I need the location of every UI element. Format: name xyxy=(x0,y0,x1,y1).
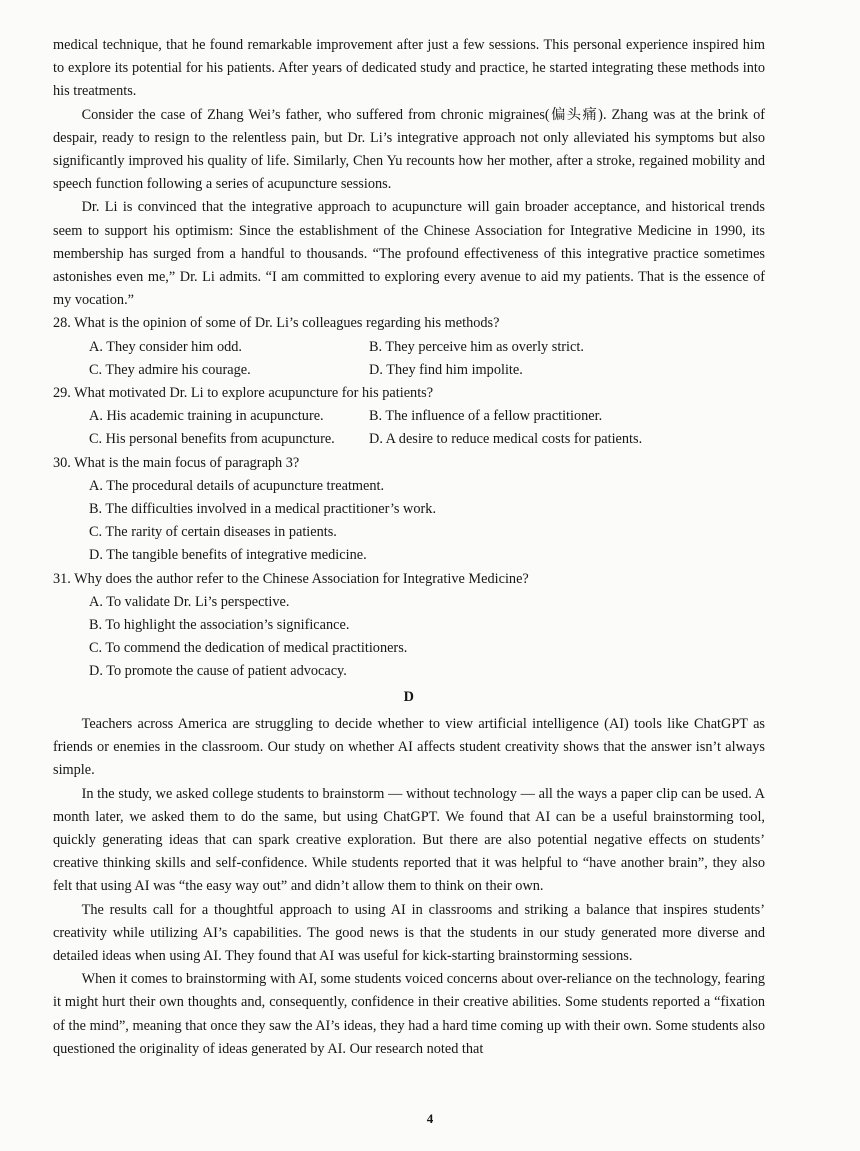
passage-d-paragraph-3: The results call for a thoughtful approach to using AI in classrooms and striking a balance that inspires students’ creativity while utilizing AI’s capabilities. The good news is that the students in our study generated more diverse and detailed ideas when using AI. They found that AI was useful for kick-starting brainstorming sessions. xyxy=(53,901,765,964)
passage-d xyxy=(53,686,765,1061)
option-a: A. The procedural details of acupuncture treatment. xyxy=(89,477,385,494)
question-28 xyxy=(53,312,765,382)
passage-c-paragraph-2: Consider the case of Zhang Wei’s father, who suffered from chronic migraines(偏头痛). Zhang was at the brink of despair, ready to resign to the relentless pain, but Dr. Li’s integrative approach not only alleviated his symptoms but also significantly improved his quality of life. Similarly, Chen Yu recounts how her mother, after a stroke, regained mobility and speech function following a series of acupuncture sessions. xyxy=(53,106,765,193)
passage-d-paragraph-1: Teachers across America are struggling to decide whether to view artificial intelligence (AI) tools like ChatGPT as friends or enemies in the classroom. Our study on whether AI affects student creativity shows that the answer isn’t always simple. xyxy=(53,715,765,779)
question-29 xyxy=(53,382,765,452)
option-b: B. The difficulties involved in a medical practitioner’s work. xyxy=(89,501,437,518)
option-d: D. A desire to reduce medical costs for patients. xyxy=(369,431,643,448)
option-b: B. To highlight the association’s significance. xyxy=(89,617,350,634)
option-c: C. They admire his courage. xyxy=(89,361,251,378)
option-b: B. The influence of a fellow practitioner. xyxy=(369,408,603,425)
option-c: C. To commend the dedication of medical practitioners. xyxy=(89,640,408,657)
option-d: D. To promote the cause of patient advocacy. xyxy=(89,663,347,680)
question-stem: 30. What is the main focus of paragraph 3? xyxy=(53,454,300,471)
option-d: D. They find him impolite. xyxy=(369,361,523,378)
page-content xyxy=(53,34,765,1061)
section-title: D xyxy=(403,688,415,705)
option-a: A. They consider him odd. xyxy=(89,338,243,355)
option-c: C. The rarity of certain diseases in patients. xyxy=(89,524,337,541)
options-grid xyxy=(53,405,765,451)
passage-c-paragraph-3: Dr. Li is convinced that the integrative approach to acupuncture will gain broader acceptance, and historical trends seem to support his optimism: Since the establishment of the Chinese Association for Integrative Medicine in 1990, its membership has surged from a handful to thousands. “The profound effectiveness of this integrative practice sometimes astonishes even me,” Dr. Li admits. “I am committed to exploring every avenue to aid my patients. That is the essence of my vocation.” xyxy=(53,199,765,309)
passage-d-paragraph-4: When it comes to brainstorming with AI, some students voiced concerns about over-reliance on the technology, fearing it might hurt their own thoughts and, consequently, confidence in their creative abilities. Some students reported a “fixation of the mind”, meaning that once they saw the AI’s ideas, they had a hard time coming up with their own. Some students also questioned the originality of ideas generated by AI. Our research noted that xyxy=(53,971,765,1057)
question-stem: 31. Why does the author refer to the Chinese Association for Integrative Medicine? xyxy=(53,570,529,587)
question-stem: 28. What is the opinion of some of Dr. Li’s colleagues regarding his methods? xyxy=(53,315,500,332)
option-b: B. They perceive him as overly strict. xyxy=(369,338,584,355)
option-c: C. His personal benefits from acupuncture. xyxy=(89,431,335,448)
options-grid xyxy=(53,336,765,382)
option-a: A. His academic training in acupuncture. xyxy=(89,408,324,425)
option-d: D. The tangible benefits of integrative medicine. xyxy=(89,547,367,564)
option-a: A. To validate Dr. Li’s perspective. xyxy=(89,593,290,610)
page-number: 4 xyxy=(426,1111,434,1126)
passage-c-paragraph-1: medical technique, that he found remarkable improvement after just a few sessions. This personal experience inspired him to explore its potential for his patients. After years of dedicated study and practice, he started integrating these methods into his treatments. xyxy=(53,37,765,100)
question-30 xyxy=(53,452,765,568)
question-stem: 29. What motivated Dr. Li to explore acupuncture for his patients? xyxy=(53,385,434,402)
question-31 xyxy=(53,568,765,684)
passage-d-paragraph-2: In the study, we asked college students to brainstorm — without technology — all the ways a paper clip can be used. A month later, we asked them to do the same, but using ChatGPT. We found that AI can be a useful brainstorming tool, quickly generating ideas that can spark creative exploration. But there are also potential negative effects on students’ creative thinking skills and self-confidence. While students reported that it was helpful to “have another brain”, they also felt that using AI was “the easy way out” and didn’t allow them to think on their own. xyxy=(53,785,765,895)
